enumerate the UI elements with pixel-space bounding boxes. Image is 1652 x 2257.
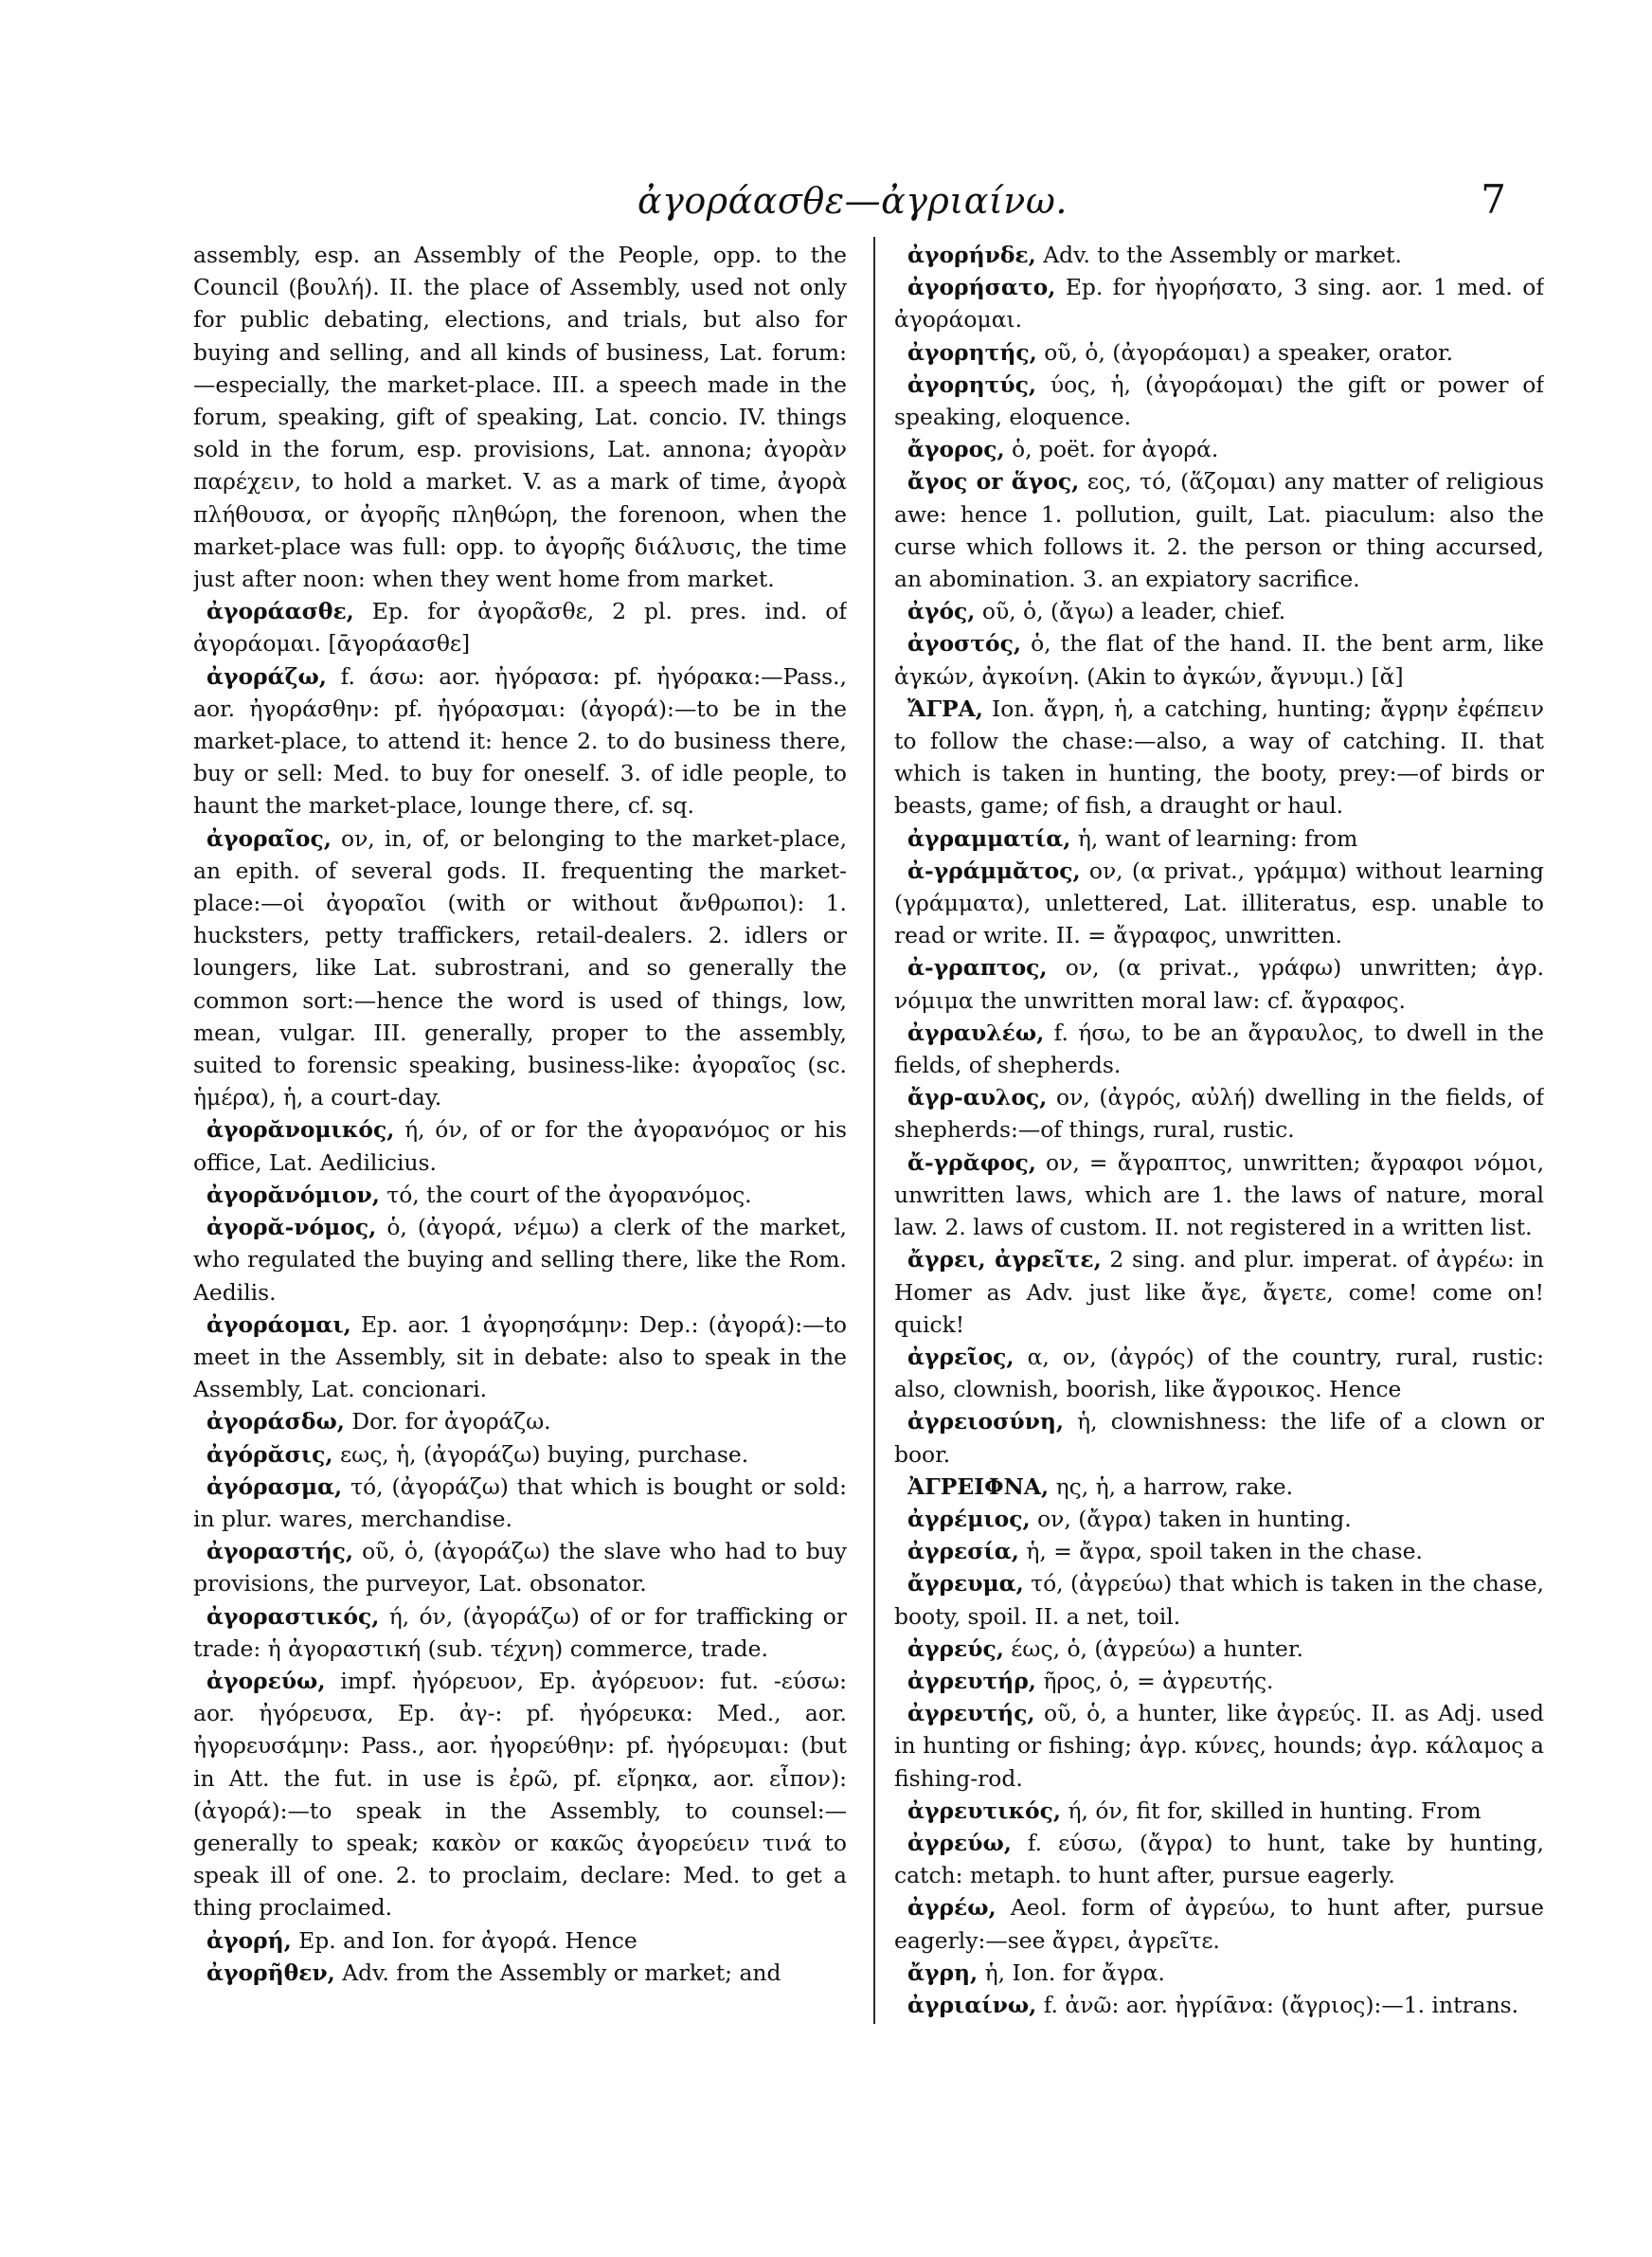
dictionary-entry: [894, 1989, 1544, 2020]
entry-text: ῆρος, ὁ, = ἀγρευτής.: [1043, 1667, 1274, 1694]
entry-text: οῦ, ὁ, (ἄγω) a leader, chief.: [981, 598, 1286, 625]
dictionary-entry: [894, 271, 1544, 335]
dictionary-entry: [193, 822, 847, 1114]
dictionary-entry: [894, 1471, 1544, 1503]
entry-headword: ἄγρευμα,: [907, 1570, 1024, 1598]
entry-text: ή, όν, fit for, skilled in hunting. From: [1068, 1797, 1481, 1824]
entry-text: ον, = ἄγραπτος, unwritten; ἄγραφοι νόμοι, unwritten laws, which are 1. the laws of nature, moral law. 2. laws of custom. II. not registered in a written list.: [894, 1148, 1544, 1241]
entry-headword: ἀγριαίνω,: [907, 1991, 1037, 2018]
entry-headword: ἀγοραστικός,: [206, 1602, 380, 1630]
entry-text: Adv. from the Assembly or market; and: [342, 1959, 781, 1986]
entry-text: ον, (α privat., γράμμα) without learning (γράμματα), unlettered, Lat. illiteratus, esp. unable to read or write. II. = ἄγραφος, unwritten.: [894, 857, 1544, 949]
entry-text: έως, ὁ, (ἀγρεύω) a hunter.: [1011, 1634, 1303, 1662]
dictionary-entry: [894, 1503, 1544, 1535]
dictionary-entry: [894, 1405, 1544, 1470]
entry-headword: ἀγός,: [907, 598, 976, 625]
entry-headword: ἄγρη,: [907, 1959, 979, 1986]
entry-text: ἡ, = ἄγρα, spoil taken in the chase.: [1026, 1538, 1423, 1565]
entry-text: Ep. aor. 1 ἀγορησάμην: Dep.: (ἀγορά):—to meet in the Assembly, sit in debate: also to speak in the Assembly, Lat. concionari.: [193, 1310, 847, 1403]
entry-headword: ἀγοράσδω,: [206, 1408, 345, 1435]
dictionary-entry: [894, 951, 1544, 1016]
entry-text: ὁ, poët. for ἀγορά.: [1012, 436, 1219, 463]
dictionary-entry: [894, 1827, 1544, 1891]
entry-headword: ἀγοράασθε,: [206, 598, 354, 625]
entry-headword: ἀγόρᾰσις,: [206, 1440, 333, 1468]
entry-headword: ἀγορᾰνόμιον,: [206, 1181, 380, 1208]
dictionary-entry: [894, 693, 1544, 822]
entry-text: οῦ, ὁ, a hunter, like ἀγρεύς. II. as Adj. used in hunting or fishing; ἀγρ. κύνες, hounds; ἀγρ. κάλαμος a fishing-rod.: [894, 1700, 1544, 1792]
dictionary-entry: [894, 1081, 1544, 1146]
dictionary-entry: [894, 1697, 1544, 1795]
entry-headword: ἀγρεῖος,: [907, 1343, 1015, 1370]
dictionary-entry: [193, 1535, 847, 1599]
entry-headword: ἄ-γρᾰφος,: [907, 1148, 1036, 1176]
entry-headword: ἀγραυλέω,: [907, 1019, 1045, 1046]
entry-text: Ep. for ἠγορήσατο, 3 sing. aor. 1 med. of ἀγοράομαι.: [894, 274, 1544, 334]
entry-headword: ἀγορητύς,: [907, 370, 1036, 398]
dictionary-entry: [894, 433, 1544, 465]
entry-headword: ἀγορήνδε,: [907, 242, 1036, 268]
entry-headword: ἀγρευτικός,: [907, 1797, 1062, 1824]
dictionary-entry: [894, 1957, 1544, 1989]
dictionary-entry: [894, 369, 1544, 433]
entry-text: οῦ, ὁ, (ἀγοράζω) the slave who had to buy provisions, the purveyor, Lat. obsonator.: [193, 1538, 847, 1598]
entry-headword: ἀ-γράμμᾰτος,: [907, 857, 1081, 884]
entry-headword: ἀγοράζω,: [206, 662, 327, 690]
entry-text: ον, (ἄγρα) taken in hunting.: [1037, 1505, 1352, 1532]
dictionary-entry: [894, 1243, 1544, 1341]
entry-text: τό, (ἀγρεύω) that which is taken in the chase, booty, spoil. II. a net, toil.: [894, 1570, 1544, 1630]
entry-text: Aeol. form of ἀγρεύω, to hunt after, pursue eagerly:—see ἄγρει, ἀγρεῖτε.: [894, 1894, 1544, 1954]
dictionary-entry: [894, 1147, 1544, 1244]
entry-text: τό, the court of the ἀγορανόμος.: [386, 1181, 752, 1208]
entry-headword: ἈΓΡΕΙΦΝΑ,: [907, 1472, 1050, 1500]
entry-text: ή, όν, of or for the ἀγορανόμος or his office, Lat. Aedilicius.: [193, 1116, 847, 1176]
entry-headword: ἀγρέω,: [907, 1894, 997, 1922]
dictionary-entry: [894, 1633, 1544, 1665]
dictionary-entry: [894, 1567, 1544, 1632]
page-header: [180, 176, 1525, 237]
dictionary-entry: [894, 1665, 1544, 1697]
entry-headword: ἀγρέμιος,: [907, 1505, 1031, 1532]
entry-headword: ἀγορῆθεν,: [206, 1959, 335, 1986]
dictionary-entry: [894, 855, 1544, 952]
entry-text: ον, in, of, or belonging to the market-place, an epith. of several gods. II. frequenting the market-place:—οἱ ἀγοραῖοι (with or without ἄνθρωποι): 1. hucksters, petty traffickers, retail-dealers. 2. idlers or loungers, like Lat. subrostrani, and so generally the common sort:—hence the word is used of things, low, mean, vulgar. III. generally, proper to the assembly, suited to forensic speaking, business-like: ἀγοραῖος (sc. ἡμέρα), ἡ, a court-day.: [193, 824, 847, 1111]
dictionary-entry: [193, 1438, 847, 1471]
entry-text: ὁ, the flat of the hand. II. the bent arm, like ἀγκών, ἀγκοίνη. (Akin to ἀγκών, ἄγνυμι.) [ᾰ]: [894, 630, 1544, 690]
dictionary-entry: [894, 595, 1544, 627]
entry-headword: ἀγορήσατο,: [907, 274, 1056, 301]
dictionary-entry: [894, 1795, 1544, 1827]
entry-headword: ἀγόρασμα,: [206, 1472, 343, 1500]
dictionary-entry: [193, 1405, 847, 1437]
dictionary-entry: [193, 1211, 847, 1309]
entry-text: α, ον, (ἀγρός) of the country, rural, rustic: also, clownish, boorish, like ἄγροικος. Hence: [894, 1343, 1544, 1403]
entry-headword: ἀγρεύω,: [907, 1829, 1012, 1856]
entry-headword: ἀγορή,: [206, 1926, 292, 1954]
dictionary-entry: [193, 1665, 847, 1924]
dictionary-entry: [193, 239, 847, 595]
entry-text: ον, (α privat., γράφω) unwritten; ἀγρ. νόμιμα the unwritten moral law: cf. ἄγραφος.: [894, 954, 1544, 1014]
dictionary-entry: [193, 1113, 847, 1178]
dictionary-entry: [193, 1924, 847, 1957]
dictionary-entry: [193, 1309, 847, 1406]
entry-text: εος, τό, (ἅζομαι) any matter of religious awe: hence 1. pollution, guilt, Lat. piaculum: also the curse which follows it. 2. the person or thing accursed, an abomination. 3. an expiatory sacrifice.: [894, 468, 1544, 593]
entry-headword: ἄγος or ἅγος,: [907, 468, 1080, 496]
column-divider: [873, 237, 875, 2024]
entry-headword: ἀγορεύω,: [206, 1667, 326, 1694]
entry-text: ύος, ἡ, (ἀγοράομαι) the gift or power of speaking, eloquence.: [894, 370, 1544, 431]
entry-text: impf. ἠγόρευον, Ep. ἀγόρευον: fut. -εύσω: aor. ἠγόρευσα, Ep. ἀγ-: pf. ἠγόρευκα: Med., aor. ἠγορευσάμην: Pass., aor. ἠγορεύθην: pf. ἠγόρευμαι: (but in Att. the fut. in use is ἐρῶ, pf. εἴρηκα, aor. εἶπον): (ἀγορά):—to speak in the Assembly, to counsel:—generally to speak; κακὸν or κακῶς ἀγορεύειν τινά to speak ill of one. 2. to proclaim, declare: Med. to get a thing proclaimed.: [193, 1667, 847, 1922]
entry-text: f. εύσω, (ἄγρα) to hunt, take by hunting, catch: metaph. to hunt after, pursue eagerly.: [894, 1829, 1544, 1889]
entry-headword: ἀ-γραπτος,: [907, 954, 1048, 982]
dictionary-entry: [894, 1891, 1544, 1956]
entry-headword: ἀγορᾰ-νόμος,: [206, 1214, 377, 1241]
entry-text: τό, (ἀγοράζω) that which is bought or sold: in plur. wares, merchandise.: [193, 1472, 847, 1532]
entry-headword: ἀγοραῖος,: [206, 824, 332, 852]
entry-headword: ἀγορᾰνομικός,: [206, 1116, 395, 1144]
entry-text: Ion. ἄγρη, ἡ, a catching, hunting; ἄγρην ἐφέπειν to follow the chase:—also, a way of catching. II. that which is taken in hunting, the booty, prey:—of birds or beasts, game; of fish, a draught or haul.: [894, 695, 1544, 820]
entry-headword: ἄγρει, ἀγρεῖτε,: [907, 1246, 1102, 1273]
dictionary-entry: [894, 822, 1544, 855]
dictionary-entry: [193, 1600, 847, 1665]
entry-text: ης, ἡ, a harrow, rake.: [1055, 1472, 1294, 1500]
entry-headword: ἀγρεύς,: [907, 1634, 1004, 1662]
entry-text: f. ἀνῶ: aor. ἠγρίᾱνα: (ἄγριος):—1. intrans.: [1043, 1991, 1519, 2018]
entry-headword: ἀγραμματία,: [907, 824, 1071, 852]
page-number: 7: [1481, 176, 1506, 223]
dictionary-entry: [894, 336, 1544, 369]
entry-text: Adv. to the Assembly or market.: [1043, 242, 1402, 268]
entry-headword: ἀγρειοσύνη,: [907, 1408, 1064, 1435]
dictionary-entry: [193, 595, 847, 659]
entry-text: Dor. for ἀγοράζω.: [351, 1408, 551, 1435]
right-column: [894, 239, 1544, 2020]
entry-headword: ἀγοράομαι,: [206, 1310, 351, 1338]
dictionary-entry: [193, 1957, 847, 1989]
entry-text: οῦ, ὁ, (ἀγοράομαι) a speaker, orator.: [1044, 338, 1454, 366]
dictionary-entry: [894, 1341, 1544, 1405]
entry-text: assembly, esp. an Assembly of the People, opp. to the Council (βουλή). II. the place of Assembly, used not only for public debating, elections, and trials, but also for buying and selling, and all kinds of business, Lat. forum:—especially, the market-place. III. a speech made in the forum, speaking, gift of speaking, Lat. concio. IV. things sold in the forum, esp. provisions, Lat. annona; ἀγορὰν παρέχειν, to hold a market. V. as a mark of time, ἀγορὰ πλήθουσα, or ἀγορῆς πληθώρη, the forenoon, when the market-place was full: opp. to ἀγορῆς διάλυσις, the time just after noon: when they went home from market.: [193, 242, 847, 593]
entry-headword: ἀγορητής,: [907, 338, 1037, 366]
dictionary-entry: [193, 660, 847, 822]
entry-headword: ἀγοραστής,: [206, 1538, 353, 1565]
left-column: [193, 239, 847, 2020]
entry-text: Ep. and Ion. for ἀγορά. Hence: [298, 1926, 637, 1954]
entry-text: f. άσω: aor. ἠγόρασα: pf. ἠγόρακα:—Pass., aor. ἠγοράσθην: pf. ἠγόρασμαι: (ἀγορά):—to be in the market-place, to attend it: hence 2. to do business there, buy or sell: Med. to buy for oneself. 3. of idle people, to haunt the market-place, lounge there, cf. sq.: [193, 662, 847, 820]
entry-headword: ἀγοστός,: [907, 630, 1022, 658]
entry-text: ον, (ἀγρός, αὐλή) dwelling in the fields, of shepherds:—of things, rural, rustic.: [894, 1084, 1544, 1144]
entry-headword: ἌΓΡΑ,: [907, 695, 983, 722]
entry-headword: ἀγρεσία,: [907, 1538, 1019, 1565]
dictionary-entry: [894, 239, 1544, 271]
dictionary-entry: [894, 627, 1544, 692]
running-head: ἀγοράασθε—ἀγριαίνω.: [637, 180, 1068, 222]
dictionary-entry: [894, 1535, 1544, 1567]
entry-text: ἡ, want of learning: from: [1077, 824, 1358, 852]
dictionary-entry: [193, 1471, 847, 1535]
entry-headword: ἄγορος,: [907, 436, 1005, 463]
entry-text: ὁ, (ἀγορά, νέμω) a clerk of the market, who regulated the buying and selling there, like the Rom. Aedilis.: [193, 1214, 847, 1306]
entry-headword: ἀγρευτήρ,: [907, 1667, 1036, 1694]
dictionary-entry: [894, 1017, 1544, 1081]
entry-headword: ἀγρευτής,: [907, 1700, 1035, 1727]
entry-text: Ep. for ἀγορᾶσθε, 2 pl. pres. ind. of ἀγοράομαι. [ᾱγοράασθε]: [193, 598, 847, 658]
dictionary-entry: [193, 1179, 847, 1211]
entry-text: 2 sing. and plur. imperat. of ἀγρέω: in Homer as Adv. just like ἄγε, ἄγετε, come! come on! quick!: [894, 1246, 1544, 1338]
dictionary-entry: [894, 465, 1544, 595]
entry-text: ἡ, clownishness: the life of a clown or boor.: [894, 1408, 1544, 1468]
entry-text: ή, όν, (ἀγοράζω) of or for trafficking or trade: ἡ ἀγοραστική (sub. τέχνη) commerce, trade.: [193, 1602, 847, 1662]
entry-text: ἡ, Ion. for ἄγρα.: [984, 1959, 1165, 1986]
entry-headword: ἄγρ-αυλος,: [907, 1084, 1048, 1111]
entry-text: f. ήσω, to be an ἄγραυλος, to dwell in the fields, of shepherds.: [894, 1019, 1544, 1079]
entry-text: εως, ἡ, (ἀγοράζω) buying, purchase.: [340, 1440, 749, 1468]
